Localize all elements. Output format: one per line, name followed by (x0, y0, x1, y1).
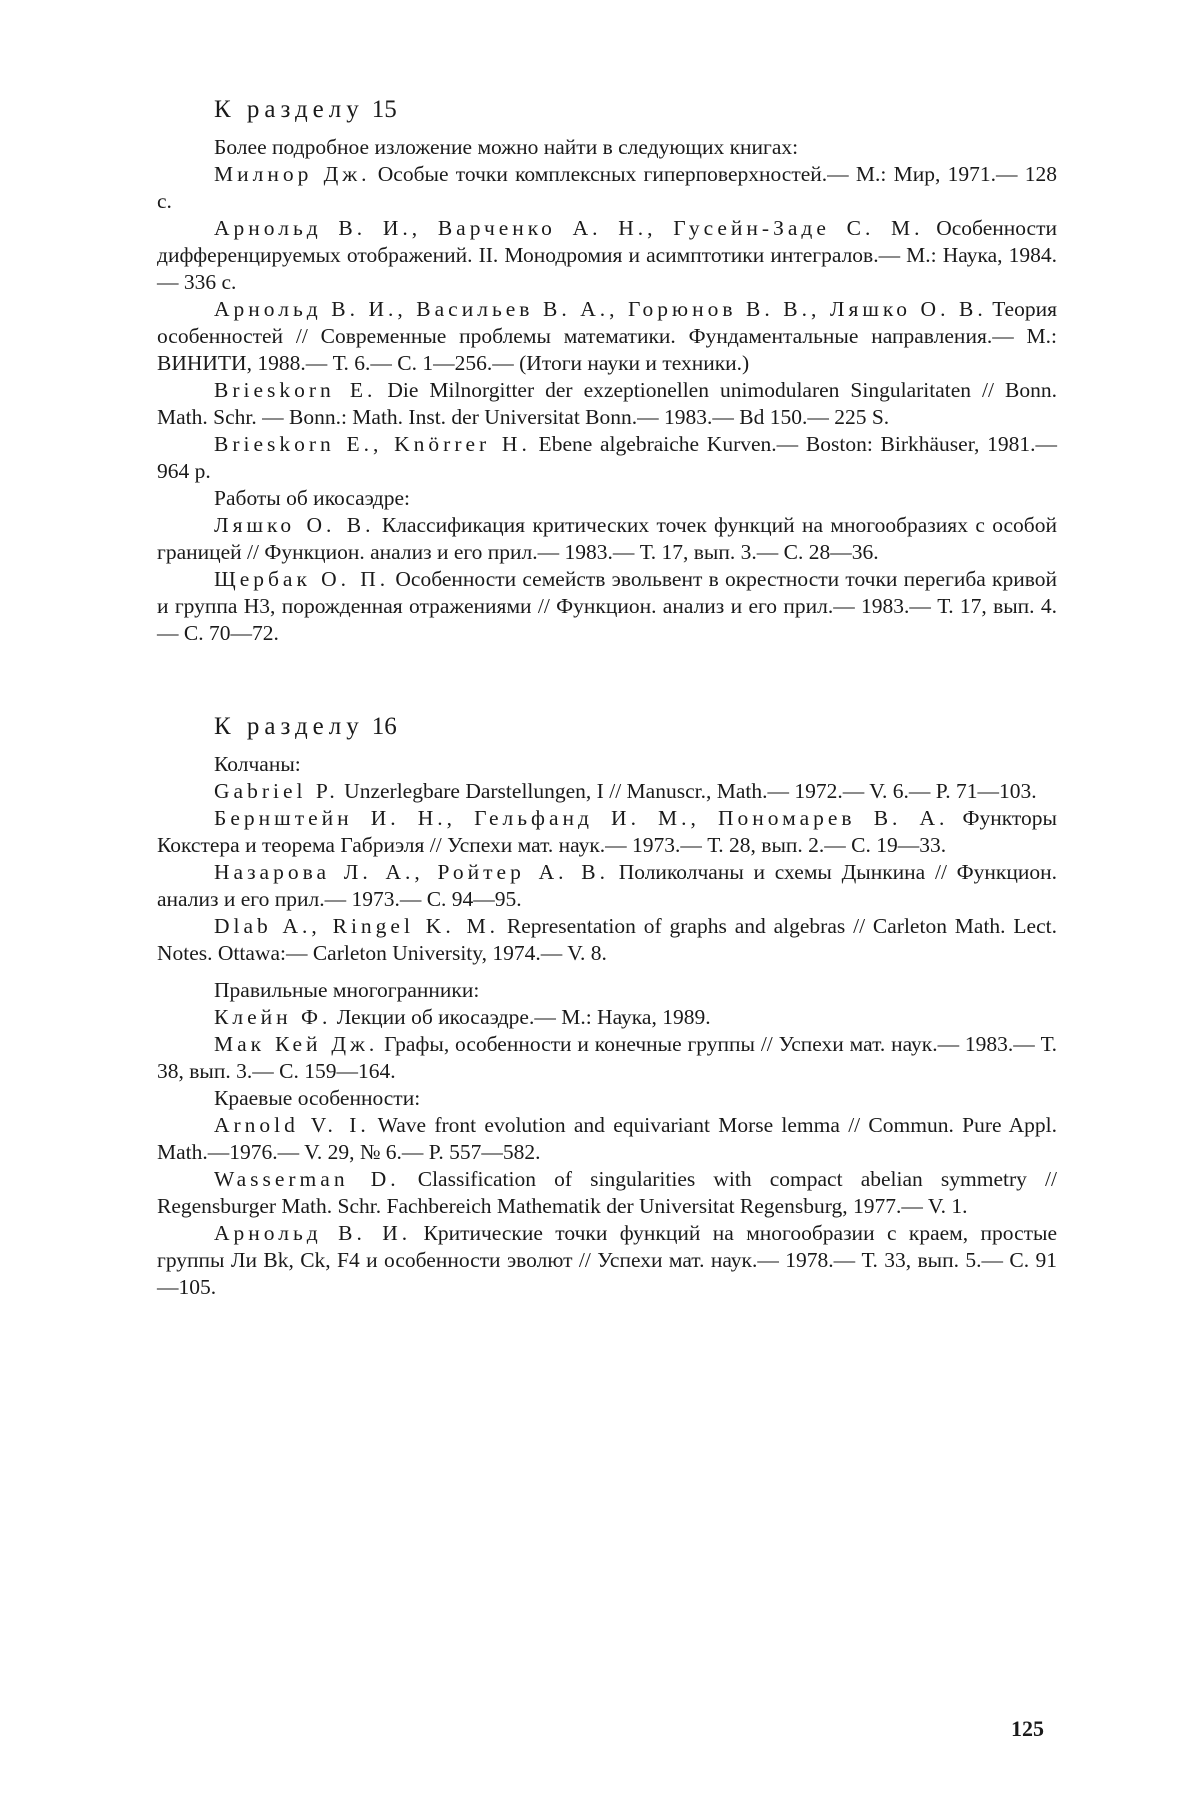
page-number: 125 (1011, 1716, 1044, 1741)
text-column (157, 96, 1057, 1301)
subheading-line: Краевые особенности: (214, 1086, 421, 1110)
reference-entry: Arnold V. I. Wave front evolution and equivariant Morse lemma // Commun. Pure Appl. Math.—1976.— V. 29, № 6.— P. 557—582. (157, 1113, 1057, 1164)
reference-entry: Арнольд В. И. Критические точки функций на многообразии с краем, простые группы Ли Bk, Ck, F4 и особенности эволют // Успехи мат. наук.— 1978.— Т. 33, вып. 5.— С. 91—105. (157, 1221, 1057, 1299)
subheading-line: Правильные многогранники: (214, 978, 480, 1002)
reference-entry: Назарова Л. А., Ройтер А. В. Поликолчаны и схемы Дынкина // Функцион. анализ и его прил.— 1973.— С. 94—95. (157, 860, 1057, 911)
section-heading-15: К разделу 15 (214, 96, 397, 123)
reference-entry: Brieskorn E. Die Milnorgitter der exzeptionellen unimodularen Singularitaten // Bonn. Math. Schr. — Bonn.: Math. Inst. der Universitat Bonn.— 1983.— Bd 150.— 225 S. (157, 378, 1057, 429)
subheading-line: Работы об икосаэдре: (214, 486, 410, 510)
reference-entry: Бернштейн И. Н., Гельфанд И. М., Пономарев В. А. Функторы Кокстера и теорема Габриэля // Успехи мат. наук.— 1973.— Т. 28, вып. 2.— С. 19—33. (157, 806, 1057, 857)
reference-entry: Арнольд В. И., Варченко А. Н., Гусейн-Заде С. М. Особенности дифференцируемых отображений. II. Монодромия и асимптотики интегралов.— М.: Наука, 1984.— 336 с. (157, 216, 1058, 294)
reference-entry: Ляшко О. В. Классификация критических точек функций на многообразиях с особой границей // Функцион. анализ и его прил.— 1983.— Т. 17, вып. 3.— С. 28—36. (157, 513, 1058, 564)
section-heading-16: К разделу 16 (214, 713, 397, 740)
reference-entry: Щербак О. П. Особенности семейств эвольвент в окрестности точки перегиба кривой и группа H3, порожденная отражениями // Функцион. анализ и его прил.— 1983.— Т. 17, вып. 4.— С. 70—72. (157, 567, 1057, 645)
reference-entry: Wasserman D. Classification of singularities with compact abelian symmetry // Regensburger Math. Schr. Fachbereich Mathematik der Universitat Regensburg, 1977.— V. 1. (157, 1167, 1058, 1218)
reference-entry: Dlab A., Ringel K. M. Representation of graphs and algebras // Carleton Math. Lect. Notes. Ottawa:— Carleton University, 1974.— V. 8. (157, 914, 1057, 965)
reference-entry: Клейн Ф. Лекции об икосаэдре.— М.: Наука, 1989. (214, 1005, 711, 1029)
section-gap (157, 647, 1057, 713)
reference-entry: Милнор Дж. Особые точки комплексных гиперповерхностей.— М.: Мир, 1971.— 128 с. (157, 162, 1057, 213)
subheading-line: Колчаны: (214, 752, 301, 776)
paragraph-gap (157, 967, 1057, 977)
reference-entry: Gabriel P. Unzerlegbare Darstellungen, I // Manuscr., Math.— 1972.— V. 6.— P. 71—103. (214, 779, 1037, 803)
intro-line: Более подробное изложение можно найти в следующих книгах: (214, 135, 799, 159)
reference-entry: Мак Кей Дж. Графы, особенности и конечные группы // Успехи мат. наук.— 1983.— Т. 38, вып. 3.— С. 159—164. (157, 1032, 1057, 1083)
reference-entry: Brieskorn E., Knörrer H. Ebene algebraiche Kurven.— Boston: Birkhäuser, 1981.— 964 p. (157, 432, 1057, 483)
reference-entry: Арнольд В. И., Васильев В. А., Горюнов В. В., Ляшко О. В. Теория особенностей // Современные проблемы математики. Фундаментальные направления.— М.: ВИНИТИ, 1988.— Т. 6.— С. 1—256.— (Итоги науки и техники.) (157, 297, 1057, 375)
